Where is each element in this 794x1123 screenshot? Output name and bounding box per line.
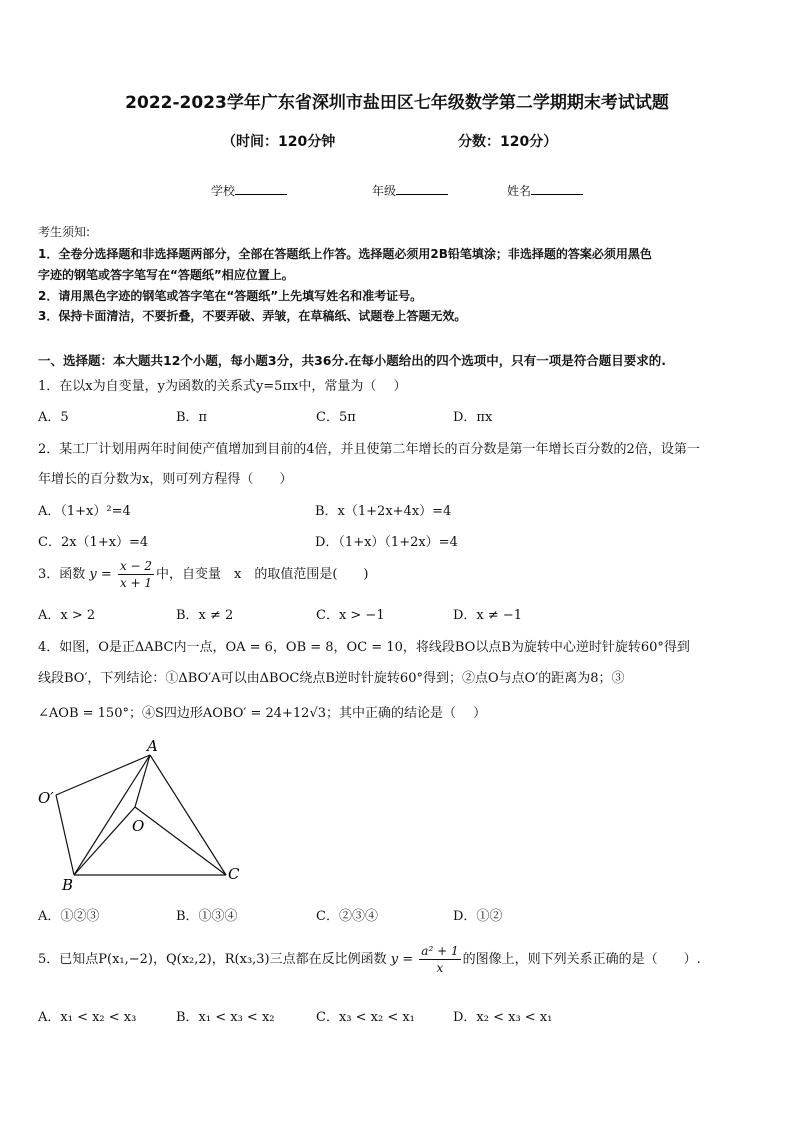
q5-numerator: a² + 1 xyxy=(421,944,459,958)
q4-option-c[interactable]: C．②③④ xyxy=(316,909,378,924)
exam-score: 分数：120分） xyxy=(458,134,558,150)
segment-CO xyxy=(135,807,226,875)
q2-option-b[interactable]: B．x（1+2x+4x）=4 xyxy=(315,504,452,519)
q1-option-c[interactable]: C．5π xyxy=(316,410,356,425)
grade-label: 年级 xyxy=(372,184,397,198)
name-label: 姓名 xyxy=(507,184,532,198)
q5-option-c[interactable]: C．x₃ < x₂ < x₁ xyxy=(316,1010,415,1025)
q2-option-d[interactable]: D．（1+x）（1+2x）=4 xyxy=(315,535,458,550)
grade-blank[interactable] xyxy=(396,182,448,195)
notice-item3: 3．保持卡面清洁，不要折叠，不要弄破、弄皱，在草稿纸、试题卷上答题无效。 xyxy=(38,309,467,323)
school-field[interactable] xyxy=(211,182,287,199)
label-C: C xyxy=(228,865,240,883)
segment-AB xyxy=(74,755,150,875)
q5-option-b[interactable]: B．x₁ < x₃ < x₂ xyxy=(176,1010,275,1025)
segment-AC xyxy=(150,755,226,875)
q4-option-a[interactable]: A．①②③ xyxy=(38,909,100,924)
q3-suffix: 中，自变量 x 的取值范围是( ) xyxy=(156,567,369,582)
segment-AO xyxy=(135,755,150,807)
notice-item2: 2．请用黑色字迹的钢笔或答字笔在“答题纸”上先填写姓名和准考证号。 xyxy=(38,289,423,303)
segment-OpB xyxy=(56,795,74,875)
q2-option-a[interactable]: A．（1+x）²=4 xyxy=(38,504,131,519)
q2-line2: 年增长的百分数为x，则可列方程得（ ） xyxy=(38,472,293,487)
q4-line1: 4．如图，O是正ΔABC内一点，OA = 6，OB = 8，OC = 10，将线段BO以点B为旋转中心逆时针旋转60°得到 xyxy=(38,640,690,655)
q5-lhs: y = xyxy=(390,952,414,967)
q1-option-b[interactable]: B．π xyxy=(176,410,208,425)
q5-suffix: 的图像上，则下列关系正确的是（ ）. xyxy=(462,952,701,967)
q5-fraction xyxy=(419,943,460,976)
q3-option-d[interactable]: D．x ≠ −1 xyxy=(453,608,523,623)
name-blank[interactable] xyxy=(531,182,583,195)
q3-fraction xyxy=(118,558,154,591)
segment-OpA xyxy=(56,755,150,795)
q4-option-b[interactable]: B．①③④ xyxy=(176,909,238,924)
notice-item1-line2: 字迹的钢笔或答字笔写在“答题纸”相应位置上。 xyxy=(38,268,294,282)
exam-title: 2022-2023学年广东省深圳市盐田区七年级数学第二学期期末考试试题 xyxy=(125,93,669,113)
school-label: 学校 xyxy=(211,184,236,198)
section-heading: 一、选择题：本大题共12个小题，每小题3分，共36分.在每小题给出的四个选项中，只有一项是符合题目要求的. xyxy=(38,353,666,368)
q1-option-d[interactable]: D．πx xyxy=(453,410,493,425)
q3-stem xyxy=(38,558,369,591)
q2-option-c[interactable]: C．2x（1+x）=4 xyxy=(38,535,149,550)
q1-option-a[interactable]: A．5 xyxy=(38,410,69,425)
q4-line3: ∠AOB = 150°；④S四边形AOBO′ = 24+12√3；其中正确的结论是（ ） xyxy=(38,706,487,721)
notice-heading: 考生须知: xyxy=(38,225,91,239)
name-field[interactable] xyxy=(507,182,583,199)
label-O: O xyxy=(132,817,145,835)
segment-BO xyxy=(74,807,135,875)
q5-prefix: 5．已知点P(x₁,−2)，Q(x₂,2)，R(x₃,3)三点都在反比例函数 xyxy=(38,952,387,967)
notice-item1-line1: 1．全卷分选择题和非选择题两部分，全部在答题纸上作答。选择题必须用2B铅笔填涂；非选择题的答案必须用黑色 xyxy=(38,247,652,261)
label-B: B xyxy=(62,876,74,893)
label-O-prime: O′ xyxy=(38,789,54,807)
q3-option-a[interactable]: A．x > 2 xyxy=(38,608,96,623)
label-A: A xyxy=(147,737,158,755)
q5-stem xyxy=(38,943,701,976)
q2-line1: 2．某工厂计划用两年时间使产值增加到目前的4倍，并且使第二年增长的百分数是第一年增长百分数的2倍，设第一 xyxy=(38,442,700,457)
grade-field[interactable] xyxy=(372,182,448,199)
q3-option-c[interactable]: C．x > −1 xyxy=(316,608,385,623)
q3-lhs: y = xyxy=(89,567,112,582)
q5-denominator: x xyxy=(436,961,444,975)
q5-option-d[interactable]: D．x₂ < x₃ < x₁ xyxy=(453,1010,553,1025)
school-blank[interactable] xyxy=(235,182,287,195)
q4-line2: 线段BO′，下列结论：①ΔBO′A可以由ΔBOC绕点B逆时针旋转60°得到；②点O与点O′的距离为8；③ xyxy=(38,671,625,686)
q3-option-b[interactable]: B．x ≠ 2 xyxy=(176,608,234,623)
q1-stem: 1．在以x为自变量，y为函数的关系式y=5πx中，常量为（ ） xyxy=(38,379,407,394)
q5-option-a[interactable]: A．x₁ < x₂ < x₃ xyxy=(38,1010,137,1025)
q3-denominator: x + 1 xyxy=(119,576,153,590)
exam-time: （时间：120分钟 xyxy=(222,134,336,150)
q4-figure xyxy=(30,733,250,893)
q3-prefix: 3．函数 xyxy=(38,567,86,582)
q4-option-d[interactable]: D．①② xyxy=(453,909,503,924)
q3-numerator: x − 2 xyxy=(119,559,153,573)
